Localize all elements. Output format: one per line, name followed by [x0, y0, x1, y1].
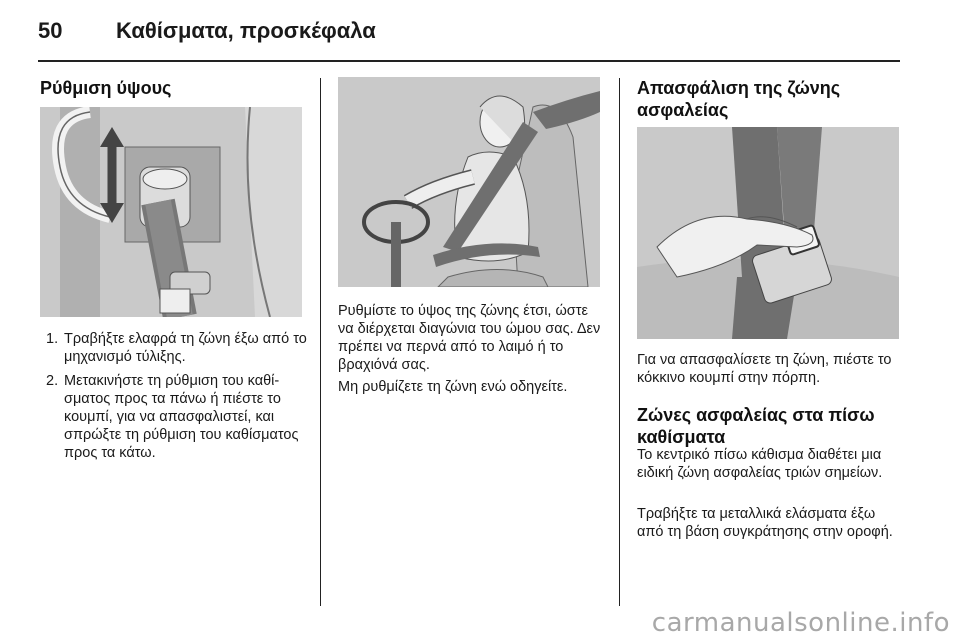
pull-plates-paragraph: Τραβήξτε τα μεταλλικά ελάσματα έξω από τη βάση συγκράτησης στην οροφή.: [637, 506, 893, 540]
header-divider: [38, 60, 900, 62]
page-header: [0, 0, 960, 62]
column-divider-1: [320, 78, 321, 606]
height-adjuster-illustration: [40, 107, 302, 317]
belt-adjust-paragraph: Ρυθμίστε το ύψος της ζώνης έτσι, ώστε να διέρχεται διαγώνια του ώμου σας. Δεν πρέπει να περνά από το λαιμό ή το βραχιόνά σας.: [338, 303, 601, 373]
column-divider-2: [619, 78, 620, 606]
page-title: Καθίσματα, προσκέφαλα: [116, 18, 376, 43]
height-adjustment-heading: Ρύθμιση ύψους: [40, 78, 172, 98]
no-adjust-while-driving-paragraph: Μη ρυθμίζετε τη ζώνη ενώ οδηγείτε.: [338, 379, 568, 395]
rear-center-belt-paragraph: Το κεντρικό πίσω κάθισμα διαθέτει μια ειδική ζώνη ασφαλείας τριών σημείων.: [637, 447, 883, 481]
list-item: [40, 330, 310, 366]
step-number: 1.: [46, 331, 59, 347]
rear-belts-heading: Ζώνες ασφαλείας στα πίσω καθίσματα: [637, 405, 875, 447]
page-number: 50: [38, 18, 63, 43]
step-number: 2.: [46, 373, 59, 389]
list-item: [40, 372, 310, 462]
release-paragraph: Για να απασφαλίσετε τη ζώνη, πιέστε το κόκκινο κουμπί στην πόρπη.: [637, 352, 892, 386]
watermark: carmanualsonline.info: [651, 608, 950, 638]
buckle-release-illustration: [637, 127, 899, 339]
steps-list: [40, 330, 310, 468]
belt-release-heading: Απασφάλιση της ζώνης ασφαλείας: [637, 78, 841, 120]
driver-belt-position-illustration: [338, 77, 600, 287]
step-text: Μετακινήστε τη ρύθμιση του καθίσματος προς τα πάνω ή πιέστε το κουμπί, για να απασφαλιστεί, και σπρώξτε τη ρύθμιση του καθίσματος προς τα κάτω.: [64, 373, 299, 461]
step-text: Τραβήξτε ελαφρά τη ζώνη έξω από το μηχανισμό τύλιξης.: [64, 331, 307, 365]
